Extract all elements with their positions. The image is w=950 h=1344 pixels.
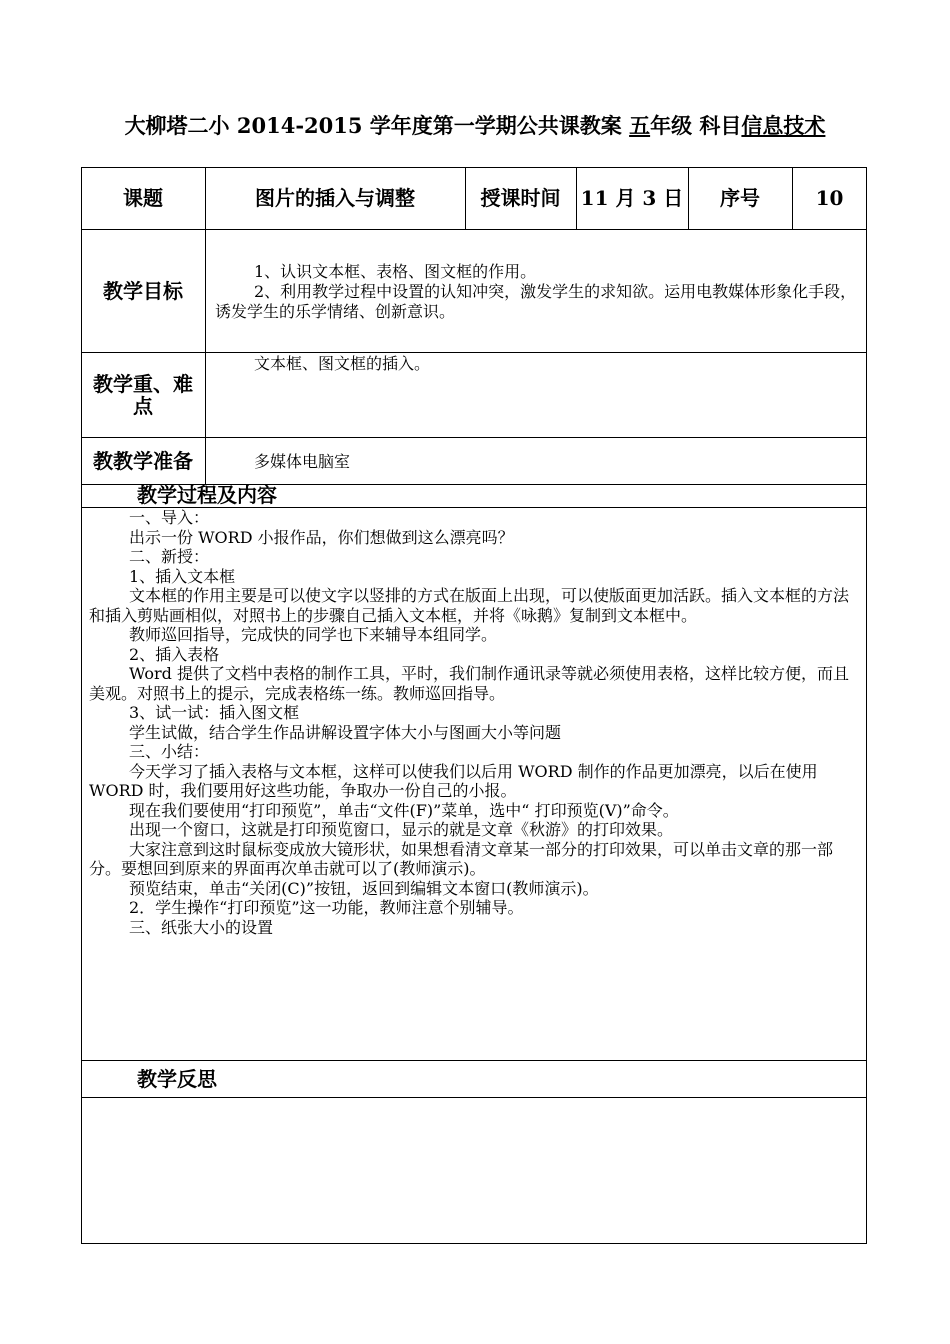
keypoints-label (81, 352, 205, 437)
prep-value: 多媒体电脑室 (254, 452, 351, 471)
goals-label: 教学目标 (103, 278, 183, 303)
reflection-heading: 教学反思 (137, 1067, 217, 1091)
process-line: Word 提供了文档中表格的制作工具，平时，我们制作通讯录等就必须使用表格，这样比较方便，而且美观。对照书上的提示，完成表格练一练。教师巡回指导。 (89, 664, 849, 703)
row-divider (81, 1060, 867, 1061)
process-line: 三、小结： (129, 742, 210, 761)
keypoints-label-text: 教学重、难点 (93, 371, 193, 418)
process-content (89, 508, 859, 937)
process-line: 三、纸张大小的设置 (129, 917, 274, 937)
process-line: 大家注意到这时鼠标变成放大镜形状，如果想看清文章某一部分的打印效果，可以单击文章的那一部分。要想回到原来的界面再次单击就可以了(教师演示)。 (89, 839, 834, 878)
process-heading: 教学过程及内容 (137, 483, 277, 507)
process-line: 出现一个窗口，这就是打印预览窗口，显示的就是文章《秋游》的打印效果。 (129, 820, 674, 839)
process-line: 文本框的作用主要是可以使文字以竖排的方式在版面上出现，可以使版面更加活跃。插入文本框的方法和插入剪贴画相似，对照书上的步骤自己插入文本框，并将《咏鹅》复制到文本框中。 (89, 586, 850, 625)
page-title: 大柳塔二小 2014-2015 学年度第一学期公共课教案 五年级 科目信息技术 (124, 113, 826, 138)
time-value: 11 月 3 日 (580, 186, 684, 210)
process-line: 1、插入文本框 (129, 566, 236, 586)
topic-value: 图片的插入与调整 (255, 186, 415, 210)
row-divider (81, 1097, 867, 1098)
process-line: 2、插入表格 (129, 644, 220, 664)
goals-line-1: 1、认识文本框、表格、图文框的作用。 (254, 262, 537, 281)
goals-line-2: 2、利用教学过程中设置的认知冲突，激发学生的求知欲。运用电教媒体形象化手段，诱发学生的乐学情绪、创新意识。 (215, 282, 857, 321)
process-line: 出示一份 WORD 小报作品，你们想做到这么漂亮吗？ (129, 527, 514, 547)
process-line: 预览结束，单击“关闭(C)”按钮，返回到编辑文本窗口(教师演示)。 (129, 878, 599, 898)
keypoints-value: 文本框、图文框的插入。 (254, 354, 431, 373)
process-line: 今天学习了插入表格与文本框，这样可以使我们以后用 WORD 制作的作品更加漂亮，以后在使用 WORD 时，我们要用好这些功能，争取办一份自己的小报。 (89, 761, 818, 800)
process-line: 一、导入： (129, 508, 210, 527)
process-line: 3、试一试：插入图文框 (129, 703, 300, 722)
process-line: 现在我们要使用“打印预览”，单击“文件(F)”菜单，选中“ 打印预览(V)”命令。 (129, 800, 679, 820)
process-line: 教师巡回指导，完成快的同学也下来辅导本组同学。 (129, 625, 498, 644)
process-line: 二、新授： (129, 547, 210, 566)
prep-label-text: 教教学准备 (93, 448, 193, 473)
time-label: 授课时间 (480, 186, 561, 210)
process-line: 学生试做，结合学生作品讲解设置字体大小与图画大小等问题 (129, 722, 562, 742)
topic-label: 课题 (123, 186, 163, 210)
seq-value: 10 (815, 186, 844, 210)
process-line: 2．学生操作“打印预览”这一功能，教师注意个别辅导。 (129, 898, 524, 917)
seq-label: 序号 (720, 186, 760, 210)
prep-label (81, 437, 205, 484)
